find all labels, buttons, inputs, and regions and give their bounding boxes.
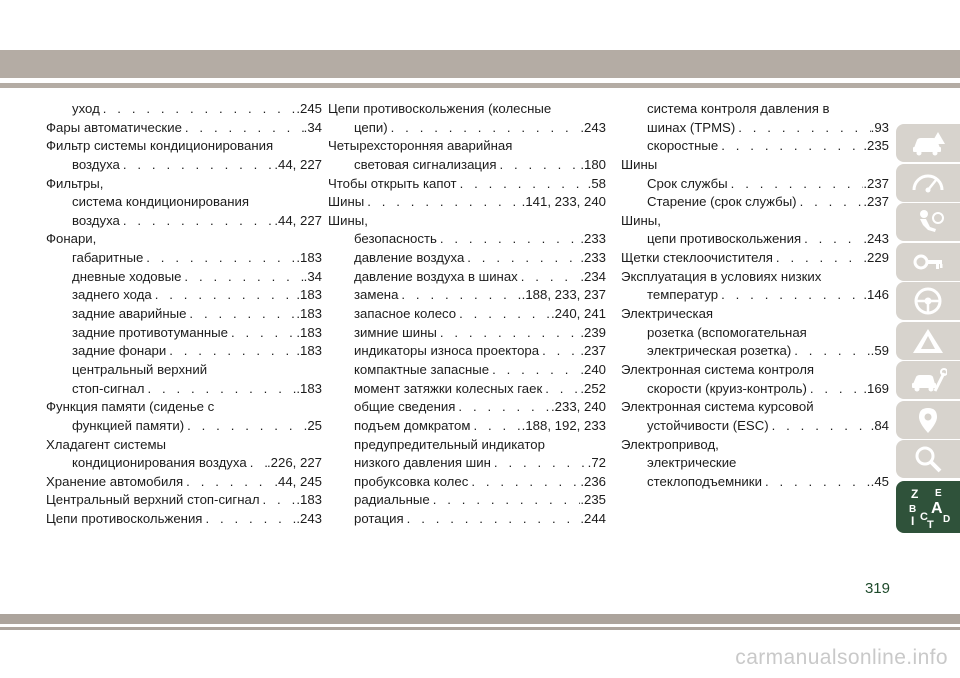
index-entry-term: скорости (круиз-контроль) xyxy=(647,380,807,396)
dot-leader xyxy=(388,119,581,138)
index-entry-term: Шины, xyxy=(328,212,368,228)
index-entry-term: Цепи противоскольжения (колесные xyxy=(328,101,552,116)
dot-leader xyxy=(120,212,274,231)
index-entry xyxy=(328,324,606,343)
index-letter: A xyxy=(931,500,943,517)
index-entry-term: Фары автоматические xyxy=(46,119,182,135)
index-entry-page[interactable]: .188, 192, 233 xyxy=(521,417,606,433)
dot-leader xyxy=(247,454,267,473)
index-entry-page[interactable]: .235 xyxy=(863,138,889,154)
index-entry xyxy=(46,230,322,249)
tab-safety[interactable] xyxy=(896,203,960,241)
index-entry-term: задние аварийные xyxy=(72,306,187,322)
index-entry-page[interactable]: .34 xyxy=(303,268,322,284)
index-entry-page[interactable]: .146 xyxy=(863,287,889,303)
index-letter: D xyxy=(943,514,951,525)
dot-leader xyxy=(100,100,297,119)
index-entry xyxy=(621,473,889,492)
index-entry-term: момент затяжки колесных гаек xyxy=(354,380,543,396)
index-entry-page[interactable]: .234 xyxy=(580,268,606,284)
index-entry xyxy=(621,361,889,380)
index-entry xyxy=(46,249,322,268)
index-entry-term: электрические xyxy=(647,455,737,471)
index-entry xyxy=(621,119,889,138)
index-entry xyxy=(621,137,889,156)
dot-leader xyxy=(152,286,297,305)
index-entry xyxy=(328,230,606,249)
dot-leader xyxy=(404,510,581,529)
dot-leader xyxy=(807,380,863,399)
index-entry-page[interactable]: .226, 227 xyxy=(267,455,322,471)
index-entry-term: запасное колесо xyxy=(354,306,457,322)
index-entry-term: Электронная система курсовой xyxy=(621,399,814,415)
index-entry xyxy=(328,380,606,399)
index-entry xyxy=(621,342,889,361)
index-entry-term: Электропривод, xyxy=(621,436,719,452)
dot-leader xyxy=(801,230,863,249)
dot-leader xyxy=(144,380,296,399)
index-entry-term: Шины xyxy=(328,194,365,210)
index-entry xyxy=(621,230,889,249)
index-entry-term: Фильтр системы кондиционирования xyxy=(46,138,274,154)
index-entry xyxy=(328,491,606,510)
index-entry xyxy=(621,454,889,473)
index-entry-term: Электрическая xyxy=(621,306,714,322)
dashboard-gauge-icon xyxy=(909,168,947,198)
alphabet-index-icon xyxy=(903,484,953,530)
index-entry xyxy=(328,156,606,175)
index-entry xyxy=(46,380,322,399)
index-letter: T xyxy=(927,519,934,530)
index-entry xyxy=(328,305,606,324)
index-entry xyxy=(621,324,889,343)
index-letter: B xyxy=(909,504,917,515)
index-entry xyxy=(46,398,322,417)
index-entry-term: Старение (срок службы) xyxy=(647,194,797,210)
dot-leader xyxy=(260,491,297,510)
index-entry-term: Срок службы xyxy=(647,175,728,191)
index-entry-term: подъем домкратом xyxy=(354,417,471,433)
index-entry-term: ротация xyxy=(354,511,404,527)
index-entry-term: функцией памяти) xyxy=(72,417,185,433)
index-entry-page[interactable]: .239 xyxy=(580,324,606,340)
dot-leader xyxy=(773,249,863,268)
index-entry-term: предупредительный индикатор xyxy=(354,436,545,452)
index-entry xyxy=(46,175,322,194)
index-entry-page[interactable]: .169 xyxy=(863,380,889,396)
index-entry xyxy=(46,342,322,361)
index-column-1 xyxy=(46,100,322,529)
person-airbag-icon xyxy=(909,207,947,237)
index-entry-term: Функция памяти (сиденье с xyxy=(46,399,215,415)
index-entry-page[interactable]: .237 xyxy=(580,343,606,359)
index-letter: E xyxy=(935,488,942,499)
index-entry-page[interactable]: .58 xyxy=(587,175,606,191)
dot-leader xyxy=(468,473,580,492)
index-entry xyxy=(328,342,606,361)
index-entry-page[interactable]: .141, 233, 240 xyxy=(521,194,606,210)
index-entry-term: низкого давления шин xyxy=(354,455,491,471)
car-key-icon xyxy=(909,247,947,277)
index-entry-page[interactable]: .183 xyxy=(296,324,322,340)
index-entry-page[interactable]: .252 xyxy=(580,380,606,396)
index-entry-page[interactable]: .240, 241 xyxy=(551,306,606,322)
index-entry-term: замена xyxy=(354,287,399,303)
index-entry-term: воздуха xyxy=(72,156,120,172)
index-entry-page[interactable]: .233 xyxy=(580,231,606,247)
index-entry xyxy=(621,212,889,231)
index-entry xyxy=(328,175,606,194)
dot-leader xyxy=(542,380,580,399)
dot-leader xyxy=(457,175,588,194)
index-entry-page[interactable]: .183 xyxy=(296,343,322,359)
index-entry xyxy=(621,268,889,287)
dot-leader xyxy=(797,193,864,212)
page-number: 319 xyxy=(864,580,890,597)
index-letter: I xyxy=(911,514,915,528)
index-entry-term: система контроля давления в xyxy=(647,101,830,116)
road-hazard-icon xyxy=(909,326,947,356)
index-entry-term: заднего хода xyxy=(72,287,152,303)
index-entry-page[interactable]: .183 xyxy=(296,492,322,508)
index-entry xyxy=(46,305,322,324)
tab-starting[interactable] xyxy=(896,243,960,281)
index-entry-term: система кондиционирования xyxy=(72,194,249,210)
dot-leader xyxy=(456,305,551,324)
index-entry xyxy=(328,454,606,473)
index-entry xyxy=(46,436,322,455)
dot-leader xyxy=(437,324,580,343)
dot-leader xyxy=(735,119,870,138)
index-entry-term: воздуха xyxy=(72,212,120,228)
index-entry-term: Эксплуатация в условиях низких xyxy=(621,268,822,284)
index-entry xyxy=(328,417,606,436)
index-entry xyxy=(46,268,322,287)
index-entry xyxy=(621,380,889,399)
index-entry-term: задние фонари xyxy=(72,343,167,359)
index-entry xyxy=(328,361,606,380)
dot-leader xyxy=(437,230,580,249)
index-entry xyxy=(328,510,606,529)
index-entry-page[interactable]: .237 xyxy=(863,175,889,191)
index-entry-term: уход xyxy=(72,101,100,116)
index-entry-page[interactable]: .229 xyxy=(863,250,889,266)
index-entry-page[interactable]: .44, 227 xyxy=(274,212,322,228)
index-entry-term: радиальные xyxy=(354,492,430,508)
index-entry-page[interactable]: .235 xyxy=(580,492,606,508)
dot-leader xyxy=(184,417,304,436)
index-column-2 xyxy=(328,100,606,529)
dot-leader xyxy=(718,137,863,156)
index-entry-term: безопасность xyxy=(354,231,437,247)
index-entry-term: стеклоподъемники xyxy=(647,473,762,489)
index-entry xyxy=(621,436,889,455)
index-entry xyxy=(328,268,606,287)
index-entry xyxy=(621,193,889,212)
dot-leader xyxy=(791,342,870,361)
footer-rule xyxy=(0,627,960,630)
index-entry xyxy=(46,156,322,175)
index-entry-term: Четырехсторонняя аварийная xyxy=(328,138,513,154)
car-warning-icon xyxy=(909,128,947,158)
index-entry-term: электрическая розетка) xyxy=(647,343,792,359)
index-entry xyxy=(328,119,606,138)
dot-leader xyxy=(228,324,296,343)
index-entry xyxy=(46,361,322,380)
index-entry-term: температур xyxy=(647,287,719,303)
dot-leader xyxy=(202,510,296,529)
index-entry-term: устойчивости (ESC) xyxy=(647,417,769,433)
index-entry xyxy=(328,473,606,492)
index-entry xyxy=(328,137,606,156)
dot-leader xyxy=(762,473,871,492)
index-entry xyxy=(621,249,889,268)
tab-dashboard[interactable] xyxy=(896,164,960,202)
dot-leader xyxy=(455,398,551,417)
index-column-3 xyxy=(621,100,889,491)
dot-leader xyxy=(718,286,863,305)
index-entry-term: цепи противоскольжения xyxy=(647,231,802,247)
index-entry xyxy=(46,473,322,492)
index-entry-page[interactable]: .34 xyxy=(303,119,322,135)
index-entry-term: Щетки стеклоочистителя xyxy=(621,250,773,266)
index-letter: Z xyxy=(911,487,919,501)
index-entry xyxy=(328,249,606,268)
index-entry-term: общие сведения xyxy=(354,399,456,415)
index-entry-page[interactable]: .183 xyxy=(296,287,322,303)
index-entry-page[interactable]: .245 xyxy=(296,101,322,116)
index-entry xyxy=(46,212,322,231)
map-pin-icon xyxy=(909,405,947,435)
index-entry xyxy=(621,156,889,175)
index-entry xyxy=(46,454,322,473)
index-entry-term: световая сигнализация xyxy=(354,156,497,172)
index-entry-term: скоростные xyxy=(647,138,719,154)
index-entry-term: Чтобы открыть капот xyxy=(328,175,457,191)
index-letter: C xyxy=(920,511,928,523)
index-entry-term: давление воздуха xyxy=(354,250,465,266)
index-entry-page[interactable]: .233 xyxy=(580,250,606,266)
dot-leader xyxy=(166,342,296,361)
index-entry-page[interactable]: .243 xyxy=(580,119,606,135)
index-entry-term: центральный верхний xyxy=(72,361,208,377)
index-entry-page[interactable]: .72 xyxy=(587,455,606,471)
dot-leader xyxy=(186,305,296,324)
index-entry xyxy=(46,324,322,343)
dot-leader xyxy=(728,175,864,194)
index-entry-page[interactable]: .59 xyxy=(870,343,889,359)
index-entry-term: Хладагент системы xyxy=(46,436,167,452)
index-entry xyxy=(621,398,889,417)
index-entry-term: Шины xyxy=(621,156,658,172)
index-entry-term: Фонари, xyxy=(46,231,97,247)
steering-wheel-icon xyxy=(909,286,947,316)
index-entry-term: компактные запасные xyxy=(354,361,490,377)
car-wrench-icon xyxy=(909,365,947,395)
index-entry-term: Цепи противоскольжения xyxy=(46,511,203,527)
dot-leader xyxy=(143,249,296,268)
index-entry-term: шинах (TPMS) xyxy=(647,119,736,135)
index-entry-term: Электронная система контроля xyxy=(621,361,815,377)
dot-leader xyxy=(120,156,274,175)
dot-leader xyxy=(464,249,580,268)
index-entry-page[interactable]: .188, 233, 237 xyxy=(521,287,606,303)
dot-leader xyxy=(491,454,588,473)
index-entry-page[interactable]: .240 xyxy=(580,361,606,377)
dot-leader xyxy=(496,156,580,175)
index-entry-page[interactable]: .93 xyxy=(870,119,889,135)
dot-leader xyxy=(183,473,274,492)
dot-leader xyxy=(181,268,303,287)
watermark: carmanualsonline.info xyxy=(735,646,948,669)
index-entry-term: давление воздуха в шинах xyxy=(354,268,518,284)
index-entry-page[interactable]: .183 xyxy=(296,306,322,322)
dot-leader xyxy=(470,417,521,436)
index-entry-term: задние противотуманные xyxy=(72,324,228,340)
index-entry-term: Шины, xyxy=(621,212,661,228)
index-entry xyxy=(621,417,889,436)
index-entry-term: Центральный верхний стоп-сигнал xyxy=(46,492,260,508)
index-entry-page[interactable]: .183 xyxy=(296,380,322,396)
index-entry xyxy=(621,305,889,324)
index-entry-page[interactable]: .244 xyxy=(580,511,606,527)
index-entry xyxy=(328,436,606,455)
index-entry xyxy=(46,417,322,436)
index-entry-page[interactable]: .84 xyxy=(870,417,889,433)
index-entry-page[interactable]: .243 xyxy=(296,511,322,527)
index-entry xyxy=(328,193,606,212)
index-entry-term: пробуксовка колес xyxy=(354,473,469,489)
index-entry-term: кондиционирования воздуха xyxy=(72,455,247,471)
index-entry-term: зимние шины xyxy=(354,324,437,340)
index-entry xyxy=(46,119,322,138)
index-entry xyxy=(621,286,889,305)
dot-leader xyxy=(430,491,581,510)
dot-leader xyxy=(398,286,521,305)
tab-service[interactable] xyxy=(896,361,960,399)
index-entry xyxy=(46,193,322,212)
index-entry xyxy=(46,286,322,305)
index-entry-term: стоп-сигнал xyxy=(72,380,145,396)
index-entry-term: Хранение автомобиля xyxy=(46,473,184,489)
tab-multimedia[interactable] xyxy=(896,401,960,439)
index-entry-page[interactable]: .237 xyxy=(863,194,889,210)
index-entry-term: габаритные xyxy=(72,250,144,266)
index-entry-page[interactable]: .183 xyxy=(296,250,322,266)
tab-emergency[interactable] xyxy=(896,322,960,360)
index-entry-term: Фильтры, xyxy=(46,175,104,191)
index-entry-term: индикаторы износа проектора xyxy=(354,343,540,359)
index-entry-page[interactable]: .233, 240 xyxy=(551,399,606,415)
index-entry-page[interactable]: .44, 227 xyxy=(274,156,322,172)
dot-leader xyxy=(489,361,580,380)
index-entry xyxy=(328,212,606,231)
header-rule xyxy=(0,83,960,88)
index-entry-page[interactable]: .236 xyxy=(580,473,606,489)
index-entry-term: дневные ходовые xyxy=(72,268,182,284)
index-entry-term: розетка (вспомогательная xyxy=(647,324,807,340)
index-entry-page[interactable]: .45 xyxy=(870,473,889,489)
index-entry xyxy=(46,100,322,119)
tab-car-warning[interactable] xyxy=(896,124,960,162)
index-entry xyxy=(621,175,889,194)
dot-leader xyxy=(769,417,871,436)
tab-driving[interactable] xyxy=(896,282,960,320)
index-entry-page[interactable]: .180 xyxy=(580,156,606,172)
footer-band xyxy=(0,614,960,624)
index-entry-term: цепи) xyxy=(354,119,388,135)
index-entry-page[interactable]: .243 xyxy=(863,231,889,247)
index-entry xyxy=(621,100,889,119)
dot-leader xyxy=(182,119,304,138)
index-entry xyxy=(328,398,606,417)
index-entry-page[interactable]: .25 xyxy=(303,417,322,433)
index-entry xyxy=(328,100,606,119)
tab-search[interactable] xyxy=(896,440,960,478)
tab-index[interactable] xyxy=(896,481,960,533)
dot-leader xyxy=(364,193,521,212)
index-entry xyxy=(46,491,322,510)
section-tabs xyxy=(896,124,960,535)
header-band xyxy=(0,50,960,78)
index-entry-page[interactable]: .44, 245 xyxy=(274,473,322,489)
index-entry xyxy=(46,510,322,529)
dot-leader xyxy=(518,268,581,287)
index-entry xyxy=(328,286,606,305)
index-entry xyxy=(46,137,322,156)
dot-leader xyxy=(539,342,580,361)
magnifier-icon xyxy=(909,444,947,474)
